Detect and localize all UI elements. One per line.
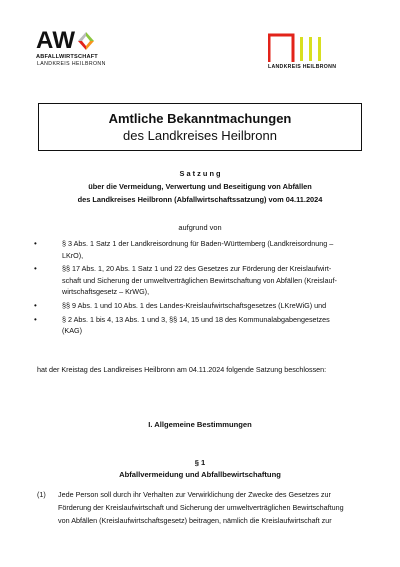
legal-basis-intro: aufgrund von [178,223,222,232]
statute-heading: S a t z u n g [179,169,221,178]
awo-logo-letters [36,27,97,54]
paragraph-number: (1) [37,490,46,499]
awo-logo-line1: ABFALLWIRTSCHAFT [36,54,98,60]
list-item: • §§ 9 Abs. 1 und 10 Abs. 1 des Landes-Kreislaufwirtschaftsgesetzes (LKreWiG) und [34,300,366,312]
section-title: Abfallvermeidung und Abfallbewirtschaftung [119,470,281,479]
title-box [38,103,362,151]
title-line-2: des Landkreises Heilbronn [123,128,277,143]
part-title: I. Allgemeine Bestimmungen [148,420,252,429]
landkreis-logo-text: LANDKREIS HEILBRONN [268,64,337,70]
landkreis-logo [268,33,364,73]
list-item: • § 2 Abs. 1 bis 4, 13 Abs. 1 und 3, §§ 14, 15 und 18 des Kommunalabgabengesetzes (KAG) [34,314,366,337]
awo-logo-letter-a: A [36,27,53,54]
statute-line-1: über die Vermeidung, Verwertung und Beseitigung von Abfällen [88,182,312,191]
statute-line-2: des Landkreises Heilbronn (Abfallwirtschaftssatzung) vom 04.11.2024 [77,195,323,204]
legal-basis-list [34,238,366,337]
awo-logo-letter-w: W [52,27,74,54]
list-item: • § 3 Abs. 1 Satz 1 der Landkreisordnung für Baden-Württemberg (Landkreisordnung – LKrO), [34,238,366,261]
paragraph-1 [37,488,365,528]
landkreis-emblem-icon [268,33,364,63]
awo-logo-line2: LANDKREIS HEILBRONN [37,61,106,67]
awo-logo [36,27,106,72]
section-number: § 1 [194,458,206,467]
paragraph-text: Jede Person soll durch ihr Verhalten zur Verwirklichung der Zwecke des Gesetzes zur Förderung der Kreislaufwirtschaft und Sicherung der umweltverträglichen Bewirtschaftung von Abfällen (Kreislaufwirtschaftsgesetz) beitragen, nämlich die Kreislaufwirtschaft zur [58,490,344,526]
resolution-text: hat der Kreistag des Landkreises Heilbronn am 04.11.2024 folgende Satzung beschlossen: [37,365,327,374]
list-item: • §§ 17 Abs. 1, 20 Abs. 1 Satz 1 und 22 des Gesetzes zur Förderung der Kreislaufwirt- schaft und Sicherung der umweltverträglichen Bewirtschaftung von Abfällen (Kreislauf- wirtschaftsgesetz – KrWG), [34,263,366,298]
title-line-1: Amtliche Bekanntmachungen [108,111,292,126]
recycling-icon [75,30,97,52]
